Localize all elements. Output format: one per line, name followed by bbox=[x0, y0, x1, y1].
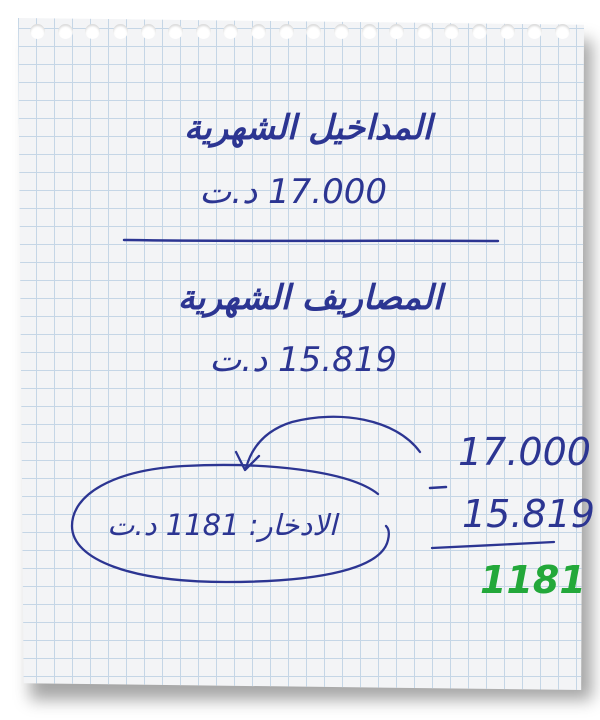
section-divider-line bbox=[124, 240, 498, 241]
income-title: المداخيل الشهرية bbox=[184, 108, 432, 148]
calc-minuend: 17.000 bbox=[458, 430, 591, 474]
calc-result: 1181 bbox=[480, 558, 586, 602]
calc-sum-line bbox=[432, 542, 554, 548]
income-amount: 17.000 د.ت bbox=[199, 172, 387, 212]
calc-minus-sign bbox=[430, 487, 446, 488]
calc-subtrahend: 15.819 bbox=[462, 492, 595, 536]
expenses-title: المصاريف الشهرية bbox=[177, 278, 443, 318]
savings-text: الادخار: 1181 د.ت bbox=[107, 508, 337, 542]
expenses-amount: 15.819 د.ت bbox=[209, 340, 397, 380]
arrow-curve bbox=[246, 417, 420, 468]
